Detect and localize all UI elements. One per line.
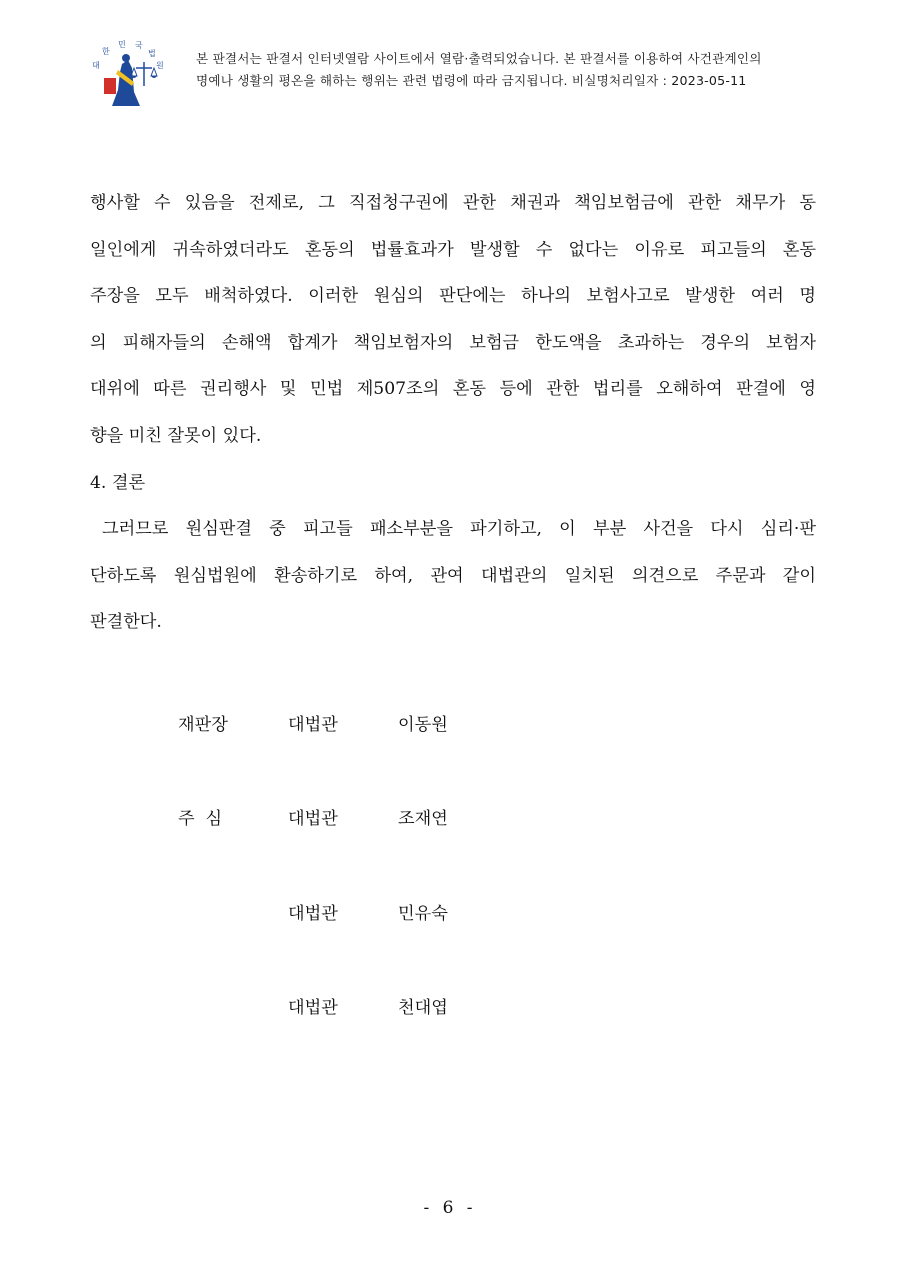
svg-text:대: 대 <box>92 61 100 70</box>
notice-line-1: 본 판결서는 판결서 인터넷열람 사이트에서 열람·출력되었습니다. 본 판결서를 이용하여 사건관계인의 <box>196 51 762 66</box>
signature-role: 재판장 <box>178 715 228 735</box>
usage-notice <box>196 48 836 92</box>
svg-text:원: 원 <box>156 61 164 70</box>
signature-title: 대법관 <box>288 998 338 1018</box>
body-line: 일인에게 귀속하였더라도 혼동의 법률효과가 발생할 수 없다는 이유로 피고들의 혼동 <box>90 239 816 260</box>
body-line: 단하도록 원심법원에 환송하기로 하여, 관여 대법관의 일치된 의견으로 주문과 같이 <box>90 565 816 586</box>
signature-name: 조재연 <box>398 809 448 829</box>
page-number: - 6 - <box>423 1198 477 1218</box>
section-heading: 4. 결론 <box>90 472 146 493</box>
court-seal-logo <box>82 34 174 112</box>
signature-name: 천대엽 <box>398 998 448 1018</box>
page-header <box>82 34 842 114</box>
svg-text:한: 한 <box>102 47 110 56</box>
signature-title: 대법관 <box>288 715 338 735</box>
body-line: 행사할 수 있음을 전제로, 그 직접청구권에 관한 채권과 책임보험금에 관한 채무가 동 <box>90 193 816 213</box>
body-line: 주장을 모두 배척하였다. 이러한 원심의 판단에는 하나의 보험사고로 발생한 여러 명 <box>90 286 816 307</box>
body-line: 의 피해자들의 손해액 합계가 책임보험자의 보험금 한도액을 초과하는 경우의 보험자 <box>90 332 816 353</box>
body-line: 그러므로 원심판결 중 피고들 패소부분을 파기하고, 이 부분 사건을 다시 심리·판 <box>102 519 816 540</box>
body-line: 대위에 따른 권리행사 및 민법 제507조의 혼동 등에 관한 법리를 오해하여 판결에 영 <box>90 379 816 400</box>
body-line: 판결한다. <box>90 612 162 633</box>
signature-name: 이동원 <box>398 715 448 735</box>
signature-role: 주 심 <box>178 809 223 829</box>
signature-name: 민유숙 <box>398 904 448 924</box>
svg-text:민: 민 <box>118 40 126 49</box>
notice-line-2: 명예나 생활의 평온을 해하는 행위는 관련 법령에 따라 금지됩니다. 비실명처리일자 : 2023-05-11 <box>196 73 747 88</box>
signature-title: 대법관 <box>288 809 338 829</box>
signature-title: 대법관 <box>288 904 338 924</box>
body-line: 향을 미친 잘못이 있다. <box>90 425 262 446</box>
svg-text:법: 법 <box>148 49 156 58</box>
judgment-body <box>90 180 816 646</box>
svg-text:국: 국 <box>135 41 143 50</box>
